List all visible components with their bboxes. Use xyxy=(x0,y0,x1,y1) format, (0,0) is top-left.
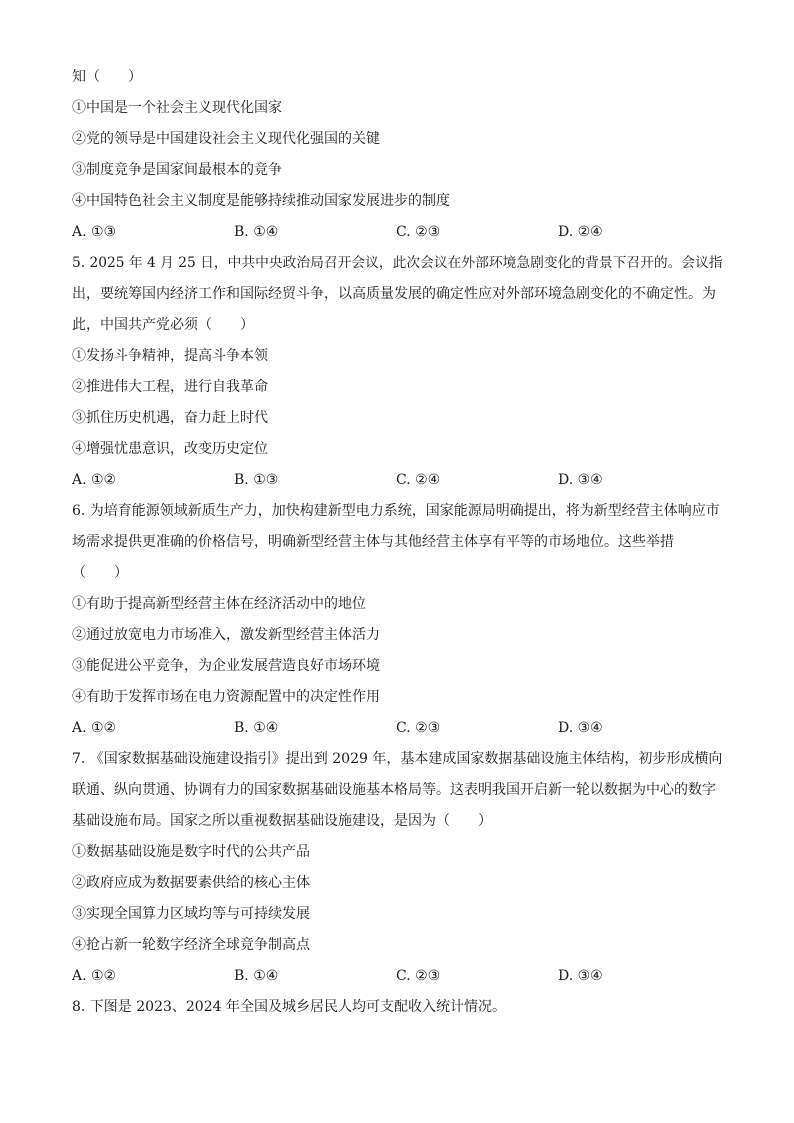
option-d: D. ③④ xyxy=(558,472,603,488)
question-4-item-2: ②党的领导是中国建设社会主义现代化强国的关键 xyxy=(72,131,380,147)
question-5 xyxy=(72,248,724,496)
question-6-stem-line-2: 场需求提供更准确的价格信号，明确新型经营主体与其他经营主体享有平等的市场地位。这些举措 xyxy=(72,534,674,550)
question-7-item-2: ②政府应成为数据要素供给的核心主体 xyxy=(72,875,310,891)
option-c: C. ②③ xyxy=(396,224,441,240)
option-b: B. ①④ xyxy=(234,720,279,736)
option-a: A. ①② xyxy=(72,472,117,488)
question-6-item-2: ②通过放宽电力市场准入，激发新型经营主体活力 xyxy=(72,627,380,643)
question-7-stem-line-1: 7. 《国家数据基础设施建设指引》提出到 2029 年，基本建成国家数据基础设施主体结构，初步形成横向 xyxy=(72,751,723,767)
question-5-item-2: ②推进伟大工程，进行自我革命 xyxy=(72,379,268,395)
option-c: C. ②④ xyxy=(396,472,441,488)
question-5-item-4: ④增强忧患意识，改变历史定位 xyxy=(72,441,268,457)
question-4-item-1: ①中国是一个社会主义现代化国家 xyxy=(72,100,282,116)
question-6-stem-line-1: 6. 为培育能源领域新质生产力，加快构建新型电力系统，国家能源局明确提出，将为新型经营主体响应市 xyxy=(72,503,720,519)
question-7-item-3: ③实现全国算力区域均等与可持续发展 xyxy=(72,906,310,922)
question-6-item-3: ③能促进公平竞争，为企业发展营造良好市场环境 xyxy=(72,658,380,674)
question-6-item-4: ④有助于发挥市场在电力资源配置中的决定性作用 xyxy=(72,689,380,705)
question-7-item-1: ①数据基础设施是数字时代的公共产品 xyxy=(72,844,310,860)
option-a: A. ①③ xyxy=(72,224,117,240)
option-b: B. ①④ xyxy=(234,968,279,984)
question-5-stem-line-2: 出，要统筹国内经济工作和国际经贸斗争，以高质量发展的确定性应对外部环境急剧变化的不确定性。为 xyxy=(72,286,716,302)
question-7-stem-line-3: 基础设施布局。国家之所以重视数据基础设施建设，是因为（ ） xyxy=(72,813,492,829)
question-6 xyxy=(72,496,724,744)
question-7-options xyxy=(72,961,724,992)
question-8-stem-line-1: 8. 下图是 2023、2024 年全国及城乡居民人均可支配收入统计情况。 xyxy=(72,999,506,1015)
question-4-stem-tail: 知（ ） xyxy=(72,69,142,85)
question-5-item-3: ③抓住历史机遇，奋力赶上时代 xyxy=(72,410,268,426)
option-c: C. ②③ xyxy=(396,968,441,984)
question-4-item-4: ④中国特色社会主义制度是能够持续推动国家发展进步的制度 xyxy=(72,193,450,209)
question-4-options xyxy=(72,217,724,248)
question-5-options xyxy=(72,465,724,496)
question-7-stem-line-2: 联通、纵向贯通、协调有力的国家数据基础设施基本格局等。这表明我国开启新一轮以数据为中心的数字 xyxy=(72,782,716,798)
option-d: D. ②④ xyxy=(558,224,603,240)
question-6-options xyxy=(72,713,724,744)
question-6-stem-line-3: （ ） xyxy=(72,565,128,581)
question-4 xyxy=(72,62,724,248)
option-b: B. ①④ xyxy=(234,224,279,240)
option-d: D. ③④ xyxy=(558,968,603,984)
option-d: D. ③④ xyxy=(558,720,603,736)
option-a: A. ①② xyxy=(72,720,117,736)
question-7-item-4: ④抢占新一轮数字经济全球竞争制高点 xyxy=(72,937,310,953)
option-b: B. ①③ xyxy=(234,472,279,488)
question-4-item-3: ③制度竞争是国家间最根本的竞争 xyxy=(72,162,282,178)
question-7 xyxy=(72,744,724,992)
exam-page xyxy=(72,62,724,1023)
question-5-item-1: ①发扬斗争精神，提高斗争本领 xyxy=(72,348,268,364)
question-5-stem-line-1: 5. 2025 年 4 月 25 日，中共中央政治局召开会议，此次会议在外部环境急剧变化的背景下召开的。会议指 xyxy=(72,255,723,271)
question-6-item-1: ①有助于提高新型经营主体在经济活动中的地位 xyxy=(72,596,366,612)
question-8 xyxy=(72,992,724,1023)
question-5-stem-line-3: 此，中国共产党必须（ ） xyxy=(72,317,254,333)
option-a: A. ①② xyxy=(72,968,117,984)
option-c: C. ②③ xyxy=(396,720,441,736)
